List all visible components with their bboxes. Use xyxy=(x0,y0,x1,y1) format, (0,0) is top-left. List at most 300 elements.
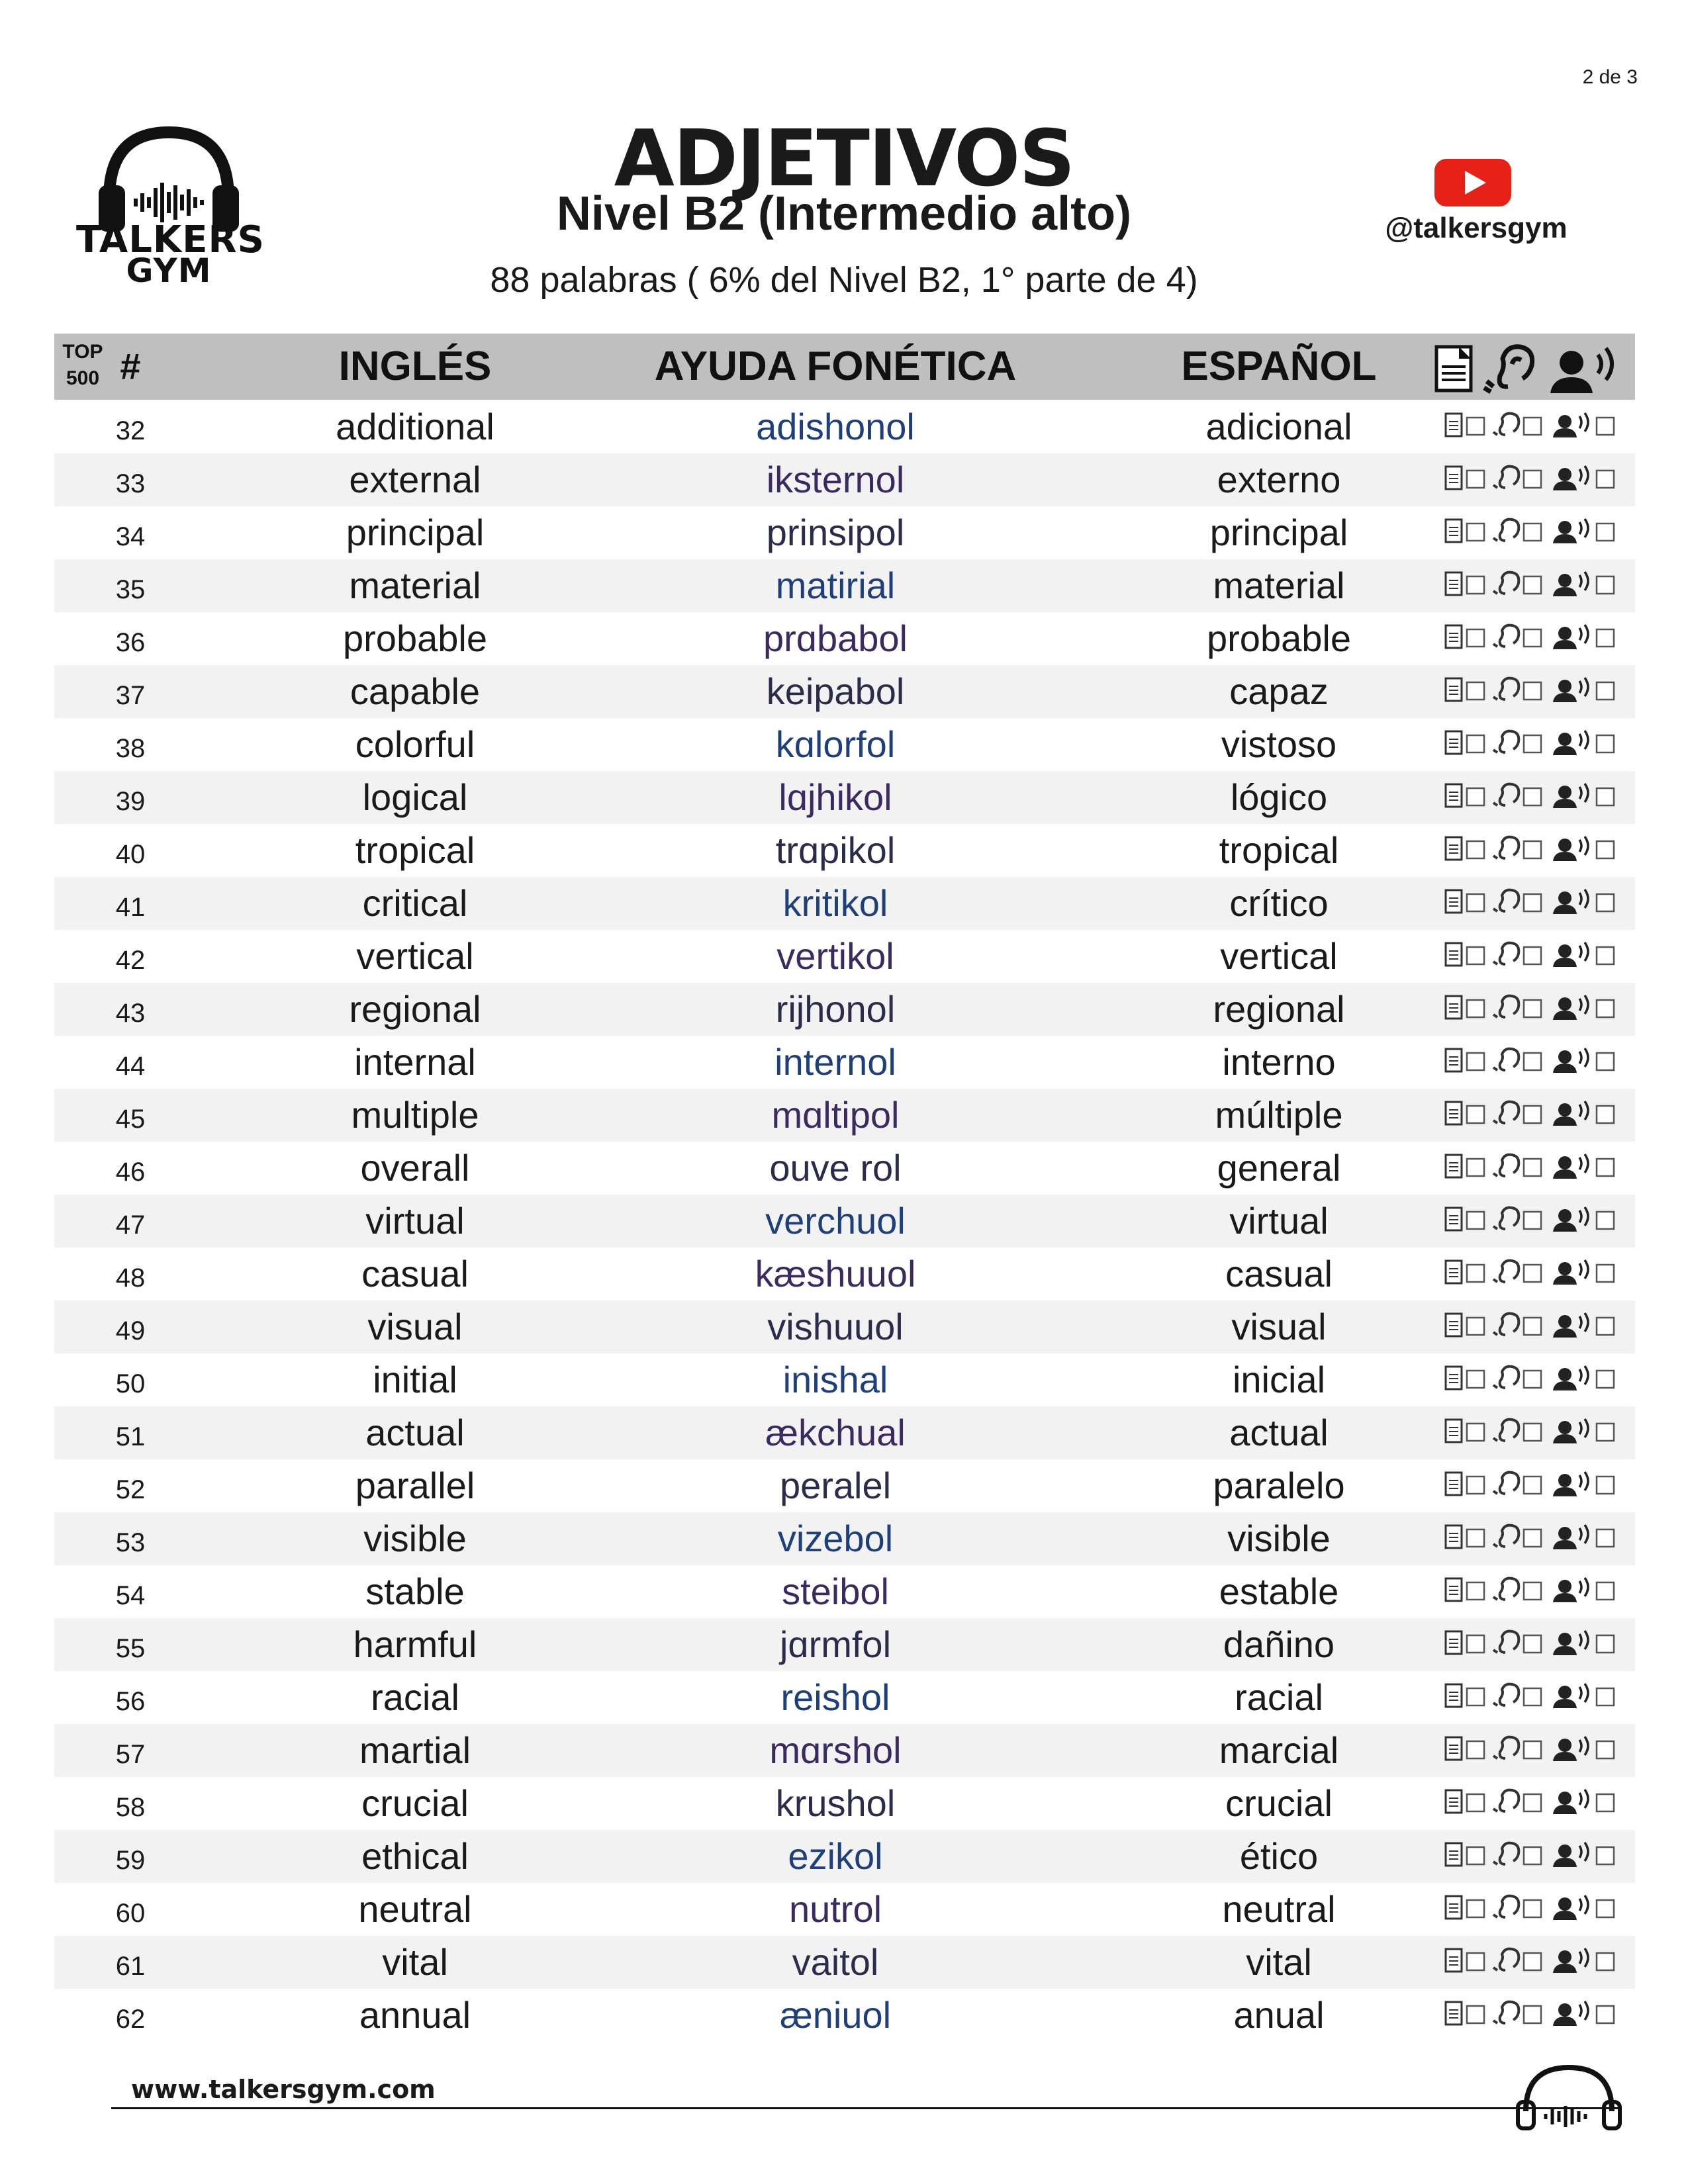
row-english-word: parallel xyxy=(355,1465,475,1506)
row-phonetic: vertikol xyxy=(776,935,894,977)
row-spanish-word: vertical xyxy=(1220,935,1338,977)
row-progress-checkboxes[interactable] xyxy=(1431,1310,1630,1344)
logo-text-gym: GYM xyxy=(126,251,212,290)
checkbox-read xyxy=(1467,1371,1484,1388)
document-icon xyxy=(1446,520,1462,542)
row-progress-checkboxes[interactable] xyxy=(1431,1257,1630,1291)
row-progress-checkboxes[interactable] xyxy=(1431,1098,1630,1132)
row-rank: 43 xyxy=(115,999,146,1028)
table-row xyxy=(54,1830,1635,1883)
ear-icon xyxy=(1493,1737,1519,1758)
row-phonetic: lɑjhikol xyxy=(778,776,892,818)
checkbox-read xyxy=(1467,1794,1484,1811)
row-english-word: visual xyxy=(367,1306,463,1347)
checkbox-listen xyxy=(1524,788,1541,805)
row-progress-checkboxes[interactable] xyxy=(1431,569,1630,603)
table-row xyxy=(54,1936,1635,1989)
ear-icon xyxy=(1493,1049,1519,1070)
row-rank: 62 xyxy=(115,2005,146,2034)
ear-icon xyxy=(1493,890,1519,911)
checkbox-speak xyxy=(1597,1794,1614,1811)
document-icon xyxy=(1446,1208,1462,1230)
table-row xyxy=(54,1724,1635,1777)
checkbox-read xyxy=(1467,1265,1484,1282)
checkbox-speak xyxy=(1597,1106,1614,1123)
checkbox-speak xyxy=(1597,1688,1614,1706)
checkbox-read xyxy=(1467,2006,1484,2023)
document-icon xyxy=(1446,837,1462,860)
checkbox-read xyxy=(1467,418,1484,435)
checkbox-speak xyxy=(1597,1159,1614,1176)
ear-icon xyxy=(1493,1261,1519,1282)
checkbox-listen xyxy=(1524,1106,1541,1123)
row-rank: 60 xyxy=(115,1899,146,1928)
checkbox-speak xyxy=(1597,841,1614,858)
checkbox-speak xyxy=(1597,1318,1614,1335)
row-rank: 38 xyxy=(115,734,146,763)
table-row xyxy=(54,1777,1635,1830)
row-english-word: vital xyxy=(382,1941,448,1983)
row-phonetic: kæshuuol xyxy=(755,1253,916,1295)
row-progress-checkboxes[interactable] xyxy=(1431,1786,1630,1821)
row-english-word: multiple xyxy=(351,1094,479,1136)
checkbox-speak xyxy=(1597,735,1614,752)
row-progress-checkboxes[interactable] xyxy=(1431,1574,1630,1609)
row-spanish-word: vistoso xyxy=(1221,723,1337,765)
row-spanish-word: marcial xyxy=(1219,1729,1339,1771)
row-spanish-word: paralelo xyxy=(1213,1465,1345,1506)
checkbox-speak xyxy=(1597,1953,1614,1970)
document-icon xyxy=(1446,1790,1462,1813)
footer-divider xyxy=(111,2107,1620,2109)
row-progress-checkboxes[interactable] xyxy=(1431,410,1630,444)
row-english-word: internal xyxy=(354,1041,476,1083)
speaking-person-icon xyxy=(1553,1790,1588,1814)
row-rank: 45 xyxy=(115,1105,146,1134)
document-icon xyxy=(1436,347,1471,390)
row-english-word: racial xyxy=(371,1676,459,1718)
row-rank: 44 xyxy=(115,1052,146,1081)
table-row xyxy=(54,983,1635,1036)
checkbox-listen xyxy=(1524,894,1541,911)
row-progress-checkboxes[interactable] xyxy=(1431,1416,1630,1450)
checkbox-listen xyxy=(1524,1371,1541,1388)
speaking-person-icon xyxy=(1553,1843,1588,1867)
youtube-handle[interactable]: @talkersgym xyxy=(1385,212,1568,244)
table-row xyxy=(54,1300,1635,1353)
checkbox-listen xyxy=(1524,1212,1541,1229)
row-progress-checkboxes[interactable] xyxy=(1431,1839,1630,1874)
page-number: 2 de 3 xyxy=(1582,66,1638,88)
checkbox-speak xyxy=(1597,576,1614,594)
row-rank: 35 xyxy=(115,575,146,604)
checkbox-speak xyxy=(1597,1371,1614,1388)
row-english-word: critical xyxy=(362,882,468,924)
row-spanish-word: actual xyxy=(1229,1412,1329,1453)
row-progress-checkboxes[interactable] xyxy=(1431,939,1630,974)
row-progress-checkboxes[interactable] xyxy=(1431,674,1630,709)
row-progress-checkboxes[interactable] xyxy=(1431,1469,1630,1503)
row-spanish-word: crítico xyxy=(1229,882,1329,924)
document-icon xyxy=(1446,731,1462,754)
row-progress-checkboxes[interactable] xyxy=(1431,1945,1630,1979)
ear-icon xyxy=(1493,784,1519,805)
checkbox-speak xyxy=(1597,629,1614,647)
row-english-word: initial xyxy=(373,1359,457,1400)
speaking-person-icon xyxy=(1553,1048,1588,1073)
row-rank: 32 xyxy=(115,416,146,445)
row-spanish-word: vital xyxy=(1246,1941,1312,1983)
row-phonetic: kritikol xyxy=(782,882,888,924)
checkbox-read xyxy=(1467,841,1484,858)
logo-text-talkers: TALKERS xyxy=(76,218,265,261)
checkbox-listen xyxy=(1524,1529,1541,1547)
row-english-word: stable xyxy=(365,1570,465,1612)
row-spanish-word: interno xyxy=(1222,1041,1336,1083)
checkbox-listen xyxy=(1524,523,1541,541)
speaking-person-icon xyxy=(1553,519,1588,543)
row-phonetic: rijhonol xyxy=(775,988,896,1030)
speaking-person-icon xyxy=(1553,837,1588,861)
row-english-word: ethical xyxy=(361,1835,469,1877)
document-icon xyxy=(1446,1314,1462,1336)
document-icon xyxy=(1446,1896,1462,1919)
header-icons xyxy=(1431,340,1630,396)
row-english-word: colorful xyxy=(355,723,475,765)
row-english-word: harmful xyxy=(353,1623,477,1665)
row-phonetic: vizebol xyxy=(777,1518,894,1559)
checkbox-speak xyxy=(1597,1900,1614,1917)
checkbox-read xyxy=(1467,1212,1484,1229)
row-english-word: crucial xyxy=(361,1782,469,1824)
row-english-word: overall xyxy=(360,1147,470,1189)
header-top500 xyxy=(60,339,106,405)
header-number: # xyxy=(120,345,141,387)
checkbox-read xyxy=(1467,682,1484,700)
row-phonetic: keipabol xyxy=(766,670,905,712)
table-row xyxy=(54,1618,1635,1671)
checkbox-listen xyxy=(1524,735,1541,752)
row-spanish-word: virtual xyxy=(1229,1200,1329,1242)
header-english: INGLÉS xyxy=(338,343,492,389)
table-row xyxy=(54,1036,1635,1089)
youtube-icon[interactable] xyxy=(1433,158,1513,208)
checkbox-listen xyxy=(1524,1053,1541,1070)
document-icon xyxy=(1446,943,1462,966)
table-row xyxy=(54,400,1635,453)
checkbox-read xyxy=(1467,1318,1484,1335)
speaking-person-icon xyxy=(1553,784,1588,808)
checkbox-speak xyxy=(1597,1477,1614,1494)
row-rank: 52 xyxy=(115,1475,146,1504)
row-rank: 58 xyxy=(115,1793,146,1822)
table-row xyxy=(54,930,1635,983)
row-english-word: principal xyxy=(346,512,485,553)
ear-icon xyxy=(1493,520,1519,541)
row-rank: 42 xyxy=(115,946,146,975)
speaking-person-icon xyxy=(1553,1154,1588,1179)
checkbox-listen xyxy=(1524,418,1541,435)
checkbox-speak xyxy=(1597,1000,1614,1017)
page-subtitle: Nivel B2 (Intermedio alto) xyxy=(556,187,1132,240)
speaking-person-icon xyxy=(1553,1578,1588,1602)
checkbox-speak xyxy=(1597,1847,1614,1864)
document-icon xyxy=(1446,784,1462,807)
ear-icon xyxy=(1493,1631,1519,1653)
ear-icon xyxy=(1493,1896,1519,1917)
table-row xyxy=(54,1089,1635,1142)
row-rank: 34 xyxy=(115,522,146,551)
checkbox-listen xyxy=(1524,1847,1541,1864)
checkbox-listen xyxy=(1524,1424,1541,1441)
row-spanish-word: lógico xyxy=(1230,776,1328,818)
row-rank: 59 xyxy=(115,1846,146,1875)
checkbox-read xyxy=(1467,1159,1484,1176)
row-phonetic: kɑlorfol xyxy=(775,723,896,765)
document-icon xyxy=(1446,890,1462,913)
row-spanish-word: regional xyxy=(1213,988,1345,1030)
speaking-person-icon xyxy=(1553,1207,1588,1232)
table-row xyxy=(54,1353,1635,1406)
row-phonetic: mɑrshol xyxy=(769,1729,902,1771)
row-rank: 36 xyxy=(115,628,146,657)
header-top-label: TOP xyxy=(62,341,103,363)
checkbox-listen xyxy=(1524,471,1541,488)
header-phonetic: AYUDA FONÉTICA xyxy=(654,343,1017,389)
row-phonetic: nutrol xyxy=(788,1888,882,1930)
checkbox-read xyxy=(1467,629,1484,647)
row-phonetic: vishuuol xyxy=(767,1306,904,1347)
table-row xyxy=(54,1671,1635,1724)
row-english-word: probable xyxy=(343,617,487,659)
checkbox-read xyxy=(1467,576,1484,594)
checkbox-speak xyxy=(1597,523,1614,541)
row-spanish-word: material xyxy=(1213,565,1345,606)
speaking-person-icon xyxy=(1553,466,1588,490)
ear-icon xyxy=(1493,1949,1519,1970)
checkbox-listen xyxy=(1524,947,1541,964)
document-icon xyxy=(1446,1684,1462,1707)
word-count: 88 palabras ( 6% del Nivel B2, 1° parte de 4) xyxy=(490,260,1198,300)
checkbox-read xyxy=(1467,1529,1484,1547)
ear-icon xyxy=(1493,943,1519,964)
checkbox-read xyxy=(1467,1688,1484,1706)
footer-url[interactable]: www.talkersgym.com xyxy=(131,2075,436,2104)
row-phonetic: ækchual xyxy=(765,1412,906,1453)
row-progress-checkboxes[interactable] xyxy=(1431,1892,1630,1927)
row-phonetic: prɑbabol xyxy=(763,617,908,659)
checkbox-read xyxy=(1467,523,1484,541)
table-row xyxy=(54,877,1635,930)
speaking-person-icon xyxy=(1553,1737,1588,1761)
ear-icon xyxy=(1493,1473,1519,1494)
row-phonetic: ezikol xyxy=(788,1835,883,1877)
table-row xyxy=(54,612,1635,665)
vocabulary-table xyxy=(54,400,1635,2042)
document-icon xyxy=(1446,1473,1462,1495)
row-english-word: regional xyxy=(349,988,481,1030)
document-icon xyxy=(1446,2002,1462,2025)
row-english-word: tropical xyxy=(355,829,475,871)
row-english-word: actual xyxy=(365,1412,465,1453)
document-icon xyxy=(1446,1843,1462,1866)
row-rank: 39 xyxy=(115,787,146,816)
row-english-word: vertical xyxy=(356,935,474,977)
row-rank: 51 xyxy=(115,1422,146,1451)
row-spanish-word: ético xyxy=(1239,1835,1319,1877)
checkbox-speak xyxy=(1597,1741,1614,1758)
ear-icon xyxy=(1493,572,1519,594)
table-row xyxy=(54,453,1635,506)
table-row xyxy=(54,1142,1635,1195)
row-phonetic: ouve rol xyxy=(769,1147,902,1189)
row-phonetic: matirial xyxy=(775,565,896,606)
row-progress-checkboxes[interactable] xyxy=(1431,1998,1630,2032)
ear-icon xyxy=(1493,1578,1519,1600)
row-spanish-word: anual xyxy=(1233,1994,1325,2036)
document-icon xyxy=(1446,1631,1462,1654)
speaking-person-icon xyxy=(1553,2001,1588,2026)
row-progress-checkboxes[interactable] xyxy=(1431,1045,1630,1079)
speaking-person-icon xyxy=(1553,572,1588,596)
row-spanish-word: racial xyxy=(1235,1676,1323,1718)
row-progress-checkboxes[interactable] xyxy=(1431,1627,1630,1662)
row-rank: 49 xyxy=(115,1316,146,1345)
ear-icon xyxy=(1493,1790,1519,1811)
checkbox-speak xyxy=(1597,2006,1614,2023)
speaking-person-icon xyxy=(1550,348,1612,393)
row-progress-checkboxes[interactable] xyxy=(1431,780,1630,815)
row-phonetic: verchuol xyxy=(765,1200,906,1242)
row-progress-checkboxes[interactable] xyxy=(1431,1522,1630,1556)
row-progress-checkboxes[interactable] xyxy=(1431,463,1630,497)
checkbox-speak xyxy=(1597,471,1614,488)
row-phonetic: jɑrmfol xyxy=(779,1623,892,1665)
row-rank: 40 xyxy=(115,840,146,869)
checkbox-speak xyxy=(1597,418,1614,435)
row-progress-checkboxes[interactable] xyxy=(1431,516,1630,550)
ear-icon xyxy=(1493,467,1519,488)
row-english-word: neutral xyxy=(358,1888,472,1930)
document-icon xyxy=(1446,678,1462,701)
checkbox-read xyxy=(1467,1106,1484,1123)
checkbox-read xyxy=(1467,1847,1484,1864)
checkbox-listen xyxy=(1524,629,1541,647)
row-spanish-word: visible xyxy=(1227,1518,1331,1559)
row-progress-checkboxes[interactable] xyxy=(1431,621,1630,656)
row-spanish-word: crucial xyxy=(1225,1782,1333,1824)
checkbox-listen xyxy=(1524,1794,1541,1811)
checkbox-listen xyxy=(1524,841,1541,858)
row-progress-checkboxes[interactable] xyxy=(1431,992,1630,1026)
table-row xyxy=(54,1989,1635,2042)
ear-icon xyxy=(1493,1525,1519,1547)
speaking-person-icon xyxy=(1553,413,1588,437)
row-progress-checkboxes[interactable] xyxy=(1431,1733,1630,1768)
checkbox-listen xyxy=(1524,1582,1541,1600)
table-header xyxy=(54,334,1635,400)
row-rank: 41 xyxy=(115,893,146,922)
row-progress-checkboxes[interactable] xyxy=(1431,886,1630,921)
checkbox-read xyxy=(1467,735,1484,752)
ear-icon xyxy=(1493,1155,1519,1176)
checkbox-listen xyxy=(1524,1900,1541,1917)
row-rank: 57 xyxy=(115,1740,146,1769)
speaking-person-icon xyxy=(1553,1631,1588,1655)
ear-icon xyxy=(1493,414,1519,435)
checkbox-speak xyxy=(1597,1635,1614,1653)
row-progress-checkboxes[interactable] xyxy=(1431,833,1630,868)
table-row xyxy=(54,1248,1635,1300)
row-spanish-word: probable xyxy=(1207,617,1351,659)
row-progress-checkboxes[interactable] xyxy=(1431,1363,1630,1397)
row-spanish-word: tropical xyxy=(1219,829,1339,871)
checkbox-read xyxy=(1467,1900,1484,1917)
ear-icon xyxy=(1493,1102,1519,1123)
checkbox-speak xyxy=(1597,682,1614,700)
table-row xyxy=(54,1459,1635,1512)
row-english-word: virtual xyxy=(365,1200,465,1242)
row-english-word: material xyxy=(349,565,481,606)
speaking-person-icon xyxy=(1553,1419,1588,1443)
speaking-person-icon xyxy=(1553,625,1588,649)
row-rank: 61 xyxy=(115,1952,146,1981)
document-icon xyxy=(1446,1102,1462,1124)
ear-icon xyxy=(1493,1208,1519,1229)
row-progress-checkboxes[interactable] xyxy=(1431,1680,1630,1715)
checkbox-speak xyxy=(1597,894,1614,911)
speaking-person-icon xyxy=(1553,1260,1588,1285)
speaking-person-icon xyxy=(1553,1313,1588,1338)
row-spanish-word: neutral xyxy=(1222,1888,1336,1930)
row-phonetic: prinsipol xyxy=(766,512,905,553)
checkbox-listen xyxy=(1524,682,1541,700)
headphones-logo-icon xyxy=(1513,2058,1625,2131)
ear-icon xyxy=(1493,1420,1519,1441)
speaking-person-icon xyxy=(1553,1948,1588,1973)
table-row xyxy=(54,1406,1635,1459)
ear-icon xyxy=(1493,837,1519,858)
checkbox-listen xyxy=(1524,1265,1541,1282)
document-icon xyxy=(1446,1367,1462,1389)
row-phonetic: steibol xyxy=(782,1570,889,1612)
row-english-word: annual xyxy=(359,1994,471,2036)
table-row xyxy=(54,771,1635,824)
checkbox-listen xyxy=(1524,576,1541,594)
row-english-word: visible xyxy=(363,1518,467,1559)
document-icon xyxy=(1446,996,1462,1019)
document-icon xyxy=(1446,1049,1462,1071)
row-progress-checkboxes[interactable] xyxy=(1431,1151,1630,1185)
row-progress-checkboxes[interactable] xyxy=(1431,1204,1630,1238)
row-phonetic: peralel xyxy=(779,1465,892,1506)
checkbox-speak xyxy=(1597,1053,1614,1070)
checkbox-read xyxy=(1467,1635,1484,1653)
table-row xyxy=(54,1512,1635,1565)
row-english-word: capable xyxy=(350,670,481,712)
checkbox-speak xyxy=(1597,947,1614,964)
table-row xyxy=(54,559,1635,612)
document-icon xyxy=(1446,1155,1462,1177)
checkbox-speak xyxy=(1597,788,1614,805)
checkbox-read xyxy=(1467,894,1484,911)
row-phonetic: inishal xyxy=(782,1359,888,1400)
row-progress-checkboxes[interactable] xyxy=(1431,727,1630,762)
row-rank: 56 xyxy=(115,1687,146,1716)
checkbox-speak xyxy=(1597,1265,1614,1282)
table-row xyxy=(54,1565,1635,1618)
checkbox-listen xyxy=(1524,1741,1541,1758)
